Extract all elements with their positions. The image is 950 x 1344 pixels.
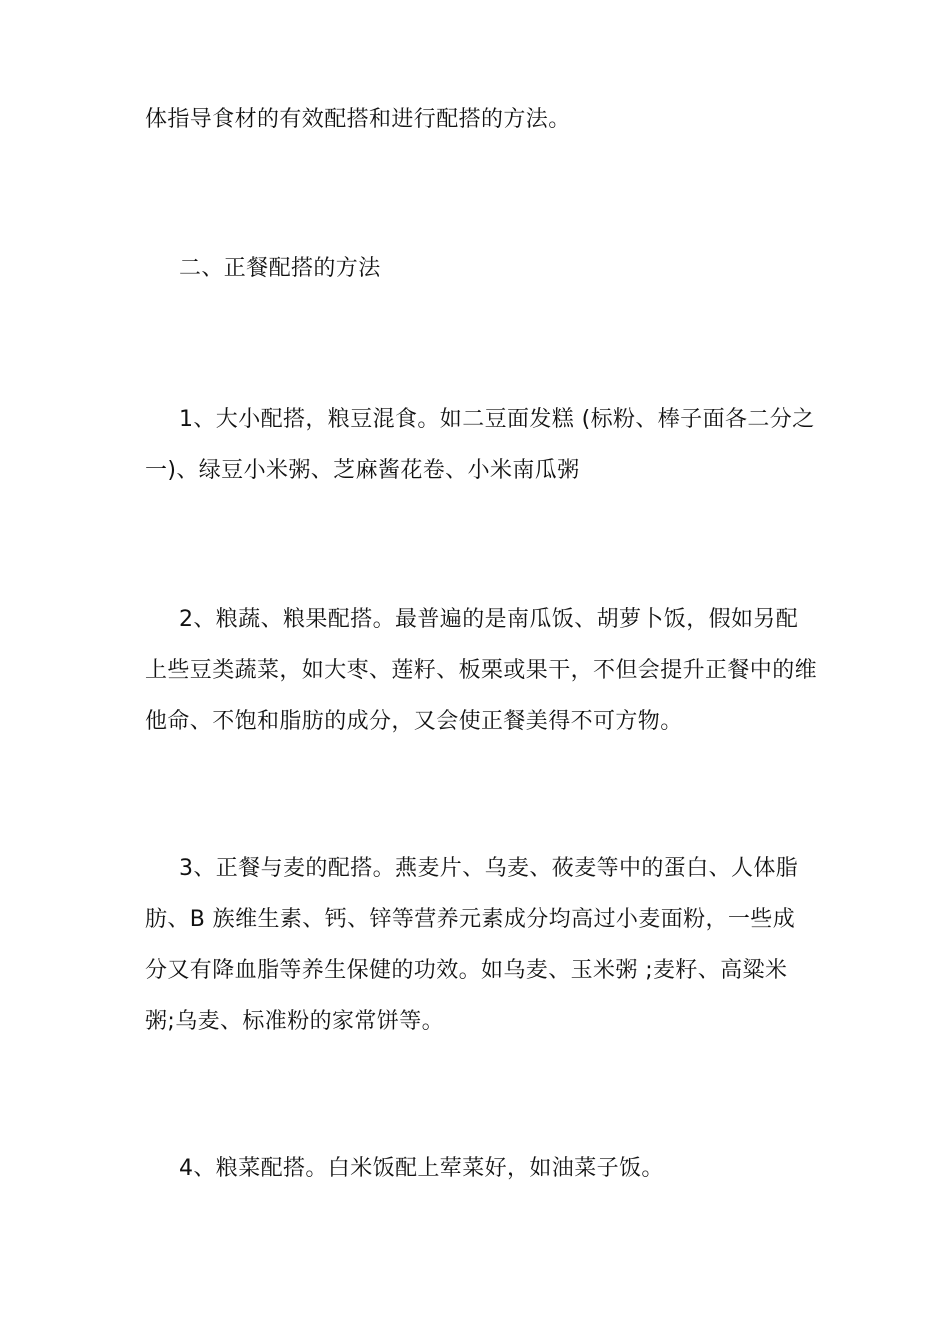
list-item: 1、大小配搭，粮豆混食。如二豆面发糕 (标粉、棒子面各二分之一)、绿豆小米粥、芝麻酱花卷、小米南瓜粥 — [145, 407, 815, 483]
list-item: 2、粮蔬、粮果配搭。最普遍的是南瓜饭、胡萝卜饭，假如另配上些豆类蔬菜，如大枣、莲籽、板栗或果干，不但会提升正餐中的维他命、不饱和脂肪的成分，又会使正餐美得不可方物。 — [145, 607, 818, 734]
section-heading: 二、正餐配搭的方法 — [179, 256, 381, 281]
list-item: 4、粮菜配搭。白米饭配上荤菜好，如油菜子饭。 — [179, 1156, 664, 1181]
list-item: 3、正餐与麦的配搭。燕麦片、乌麦、莜麦等中的蛋白、人体脂肪、B 族维生素、钙、锌等营养元素成分均高过小麦面粉，一些成分又有降血脂等养生保健的功效。如乌麦、玉米粥 ;麦籽、高粱米粥;乌麦、标准粉的家常饼等。 — [145, 856, 799, 1034]
paragraph-continuation: 体指导食材的有效配搭和进行配搭的方法。 — [145, 107, 571, 132]
